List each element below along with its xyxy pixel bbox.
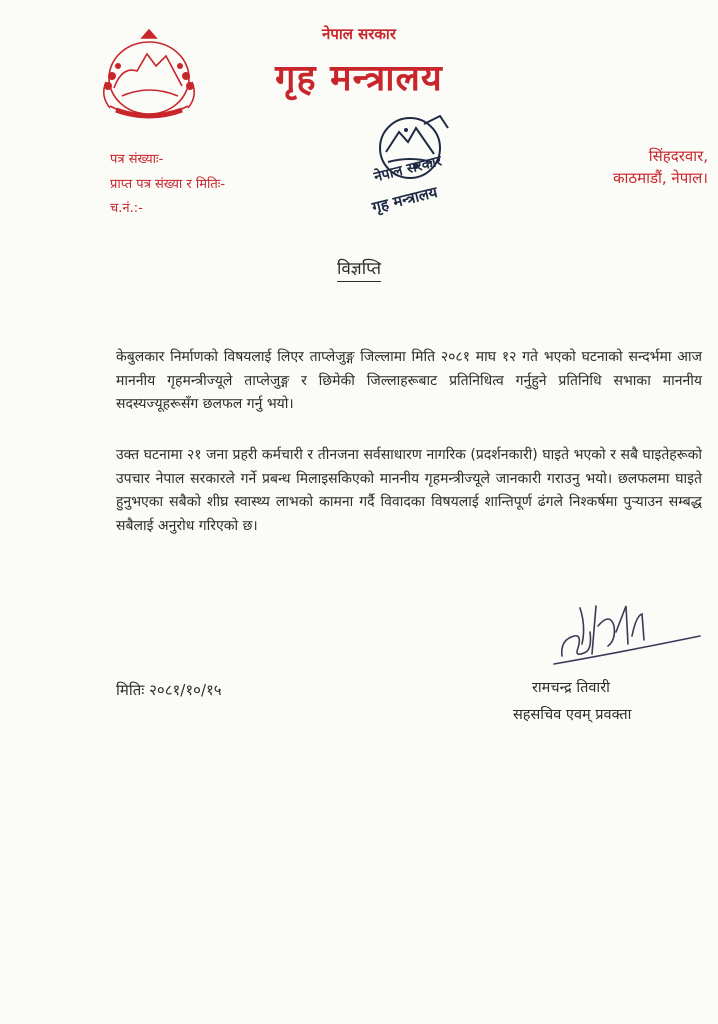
signer-title: सहसचिव एवम् प्रवक्ता <box>513 707 632 723</box>
issue-date: मितिः २०८१/१०/१५ <box>116 681 222 699</box>
notice-paragraph-1: केबुलकार निर्माणको विषयलाई लिएर ताप्लेजुङ्ग जिल्लामा मिति २०८१ माघ १२ गते भएको घटनाको सन्दर्भमा आज माननीय गृहमन्त्रीज्यूले ताप्लेजुङ्ग र छिमेकी जिल्लाहरूबाट प्रतिनिधित्व गर्नुहुने प्रतिनिधि सभाका माननीय सदस्यज्यूहरूसँग छलफल गर्नु भयो। <box>116 349 702 412</box>
letter-number-label: पत्र संख्याः- <box>110 152 164 167</box>
stamp-text-line1: नेपाल सरकार <box>372 153 444 186</box>
government-name: नेपाल सरकार <box>322 25 396 43</box>
stamp-text-line2: गृह मन्त्रालय <box>370 182 440 217</box>
notice-title-text: विज्ञप्ति <box>337 259 381 282</box>
received-letter-label: प्राप्त पत्र संख्या र मितिः- <box>110 177 226 192</box>
notice-paragraph-2: उक्त घटनामा २१ जना प्रहरी कर्मचारी र तीनजना सर्वसाधारण नागरिक (प्रदर्शनकारी) घाइते भएको र सबै घाइतेहरूको उपचार नेपाल सरकारले गर्ने प्रबन्ध मिलाइसकिएको माननीय गृहमन्त्रीज्यूले जानकारी गराउनु भयो। छलफलमा घाइते हुनुभएका सबैको शीघ्र स्वास्थ्य लाभको कामना गर्दै विवादका विषयलाई शान्तिपूर्ण ढंगले निश्कर्षमा पुऱ्याउन सम्बद्ध सबैलाई अनुरोध गरिएको छ। <box>116 447 702 534</box>
address-line-2: काठमाडौं, नेपाल। <box>612 169 708 187</box>
address-line-1: सिंहदरवार, <box>648 147 708 165</box>
signature-icon <box>552 596 704 672</box>
dispatch-number-label: च.नं.:- <box>110 201 143 216</box>
signer-name: रामचन्द्र तिवारी <box>532 680 610 696</box>
ministry-name: गृह मन्त्रालय <box>275 58 443 99</box>
notice-title <box>0 256 718 279</box>
